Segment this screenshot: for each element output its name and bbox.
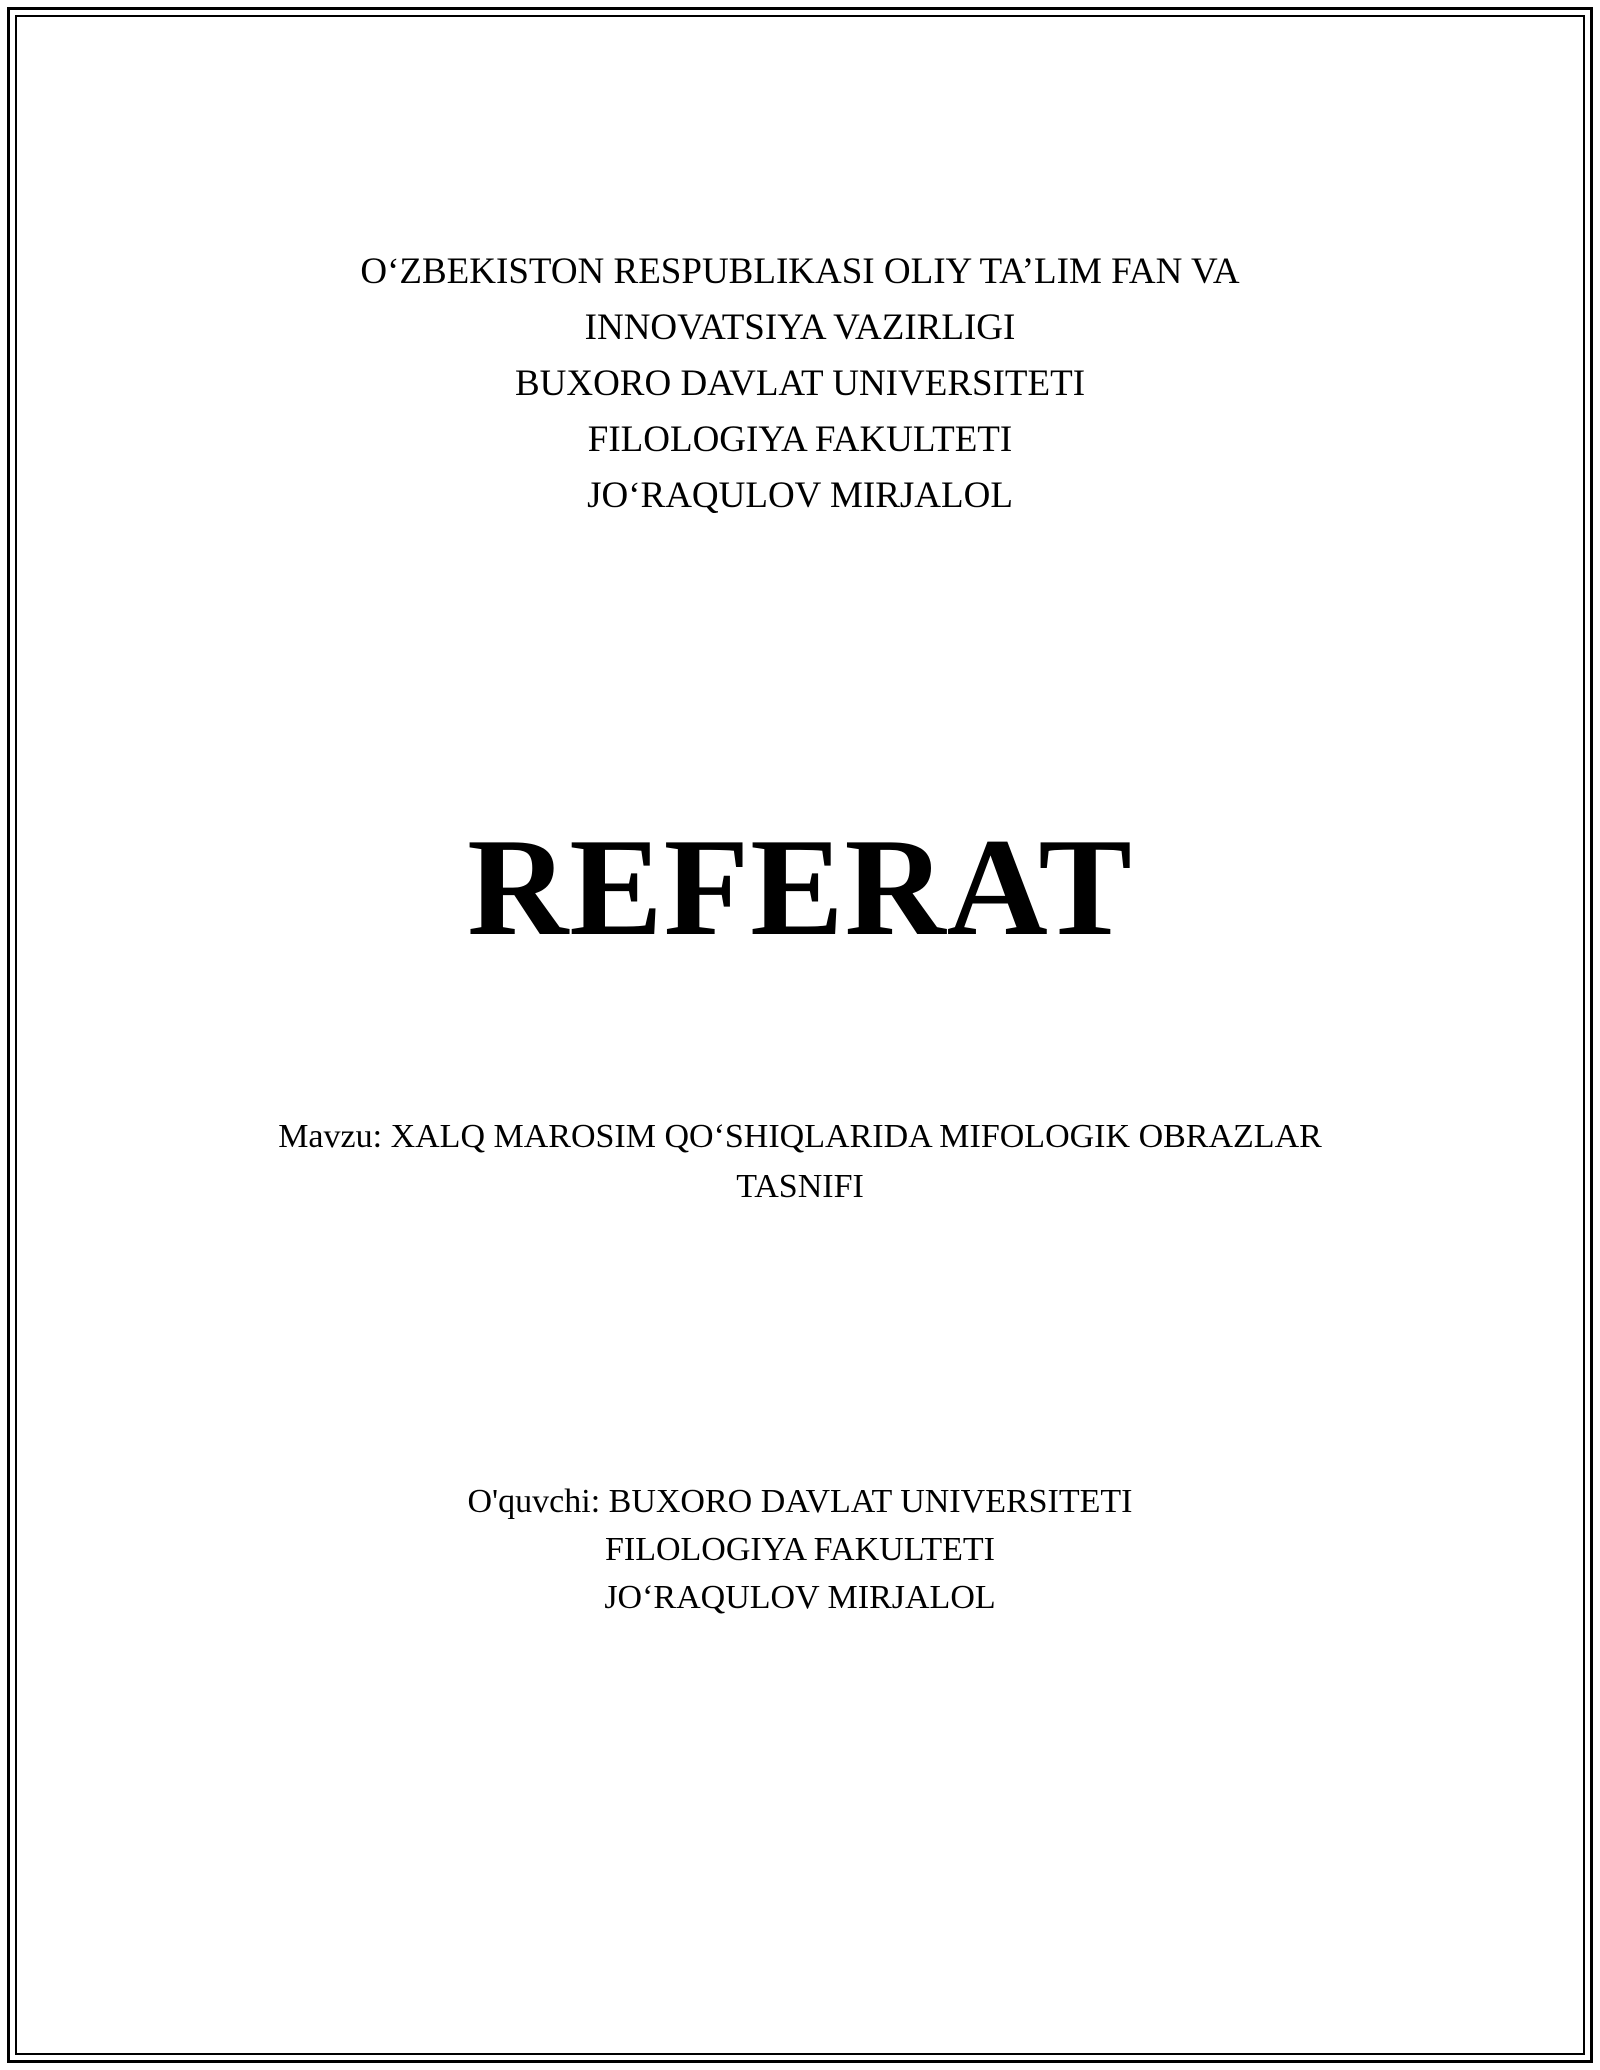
student-line-faculty: FILOLOGIYA FAKULTETI: [604, 1531, 996, 1568]
topic-line-2: TASNIFI: [736, 1168, 864, 1205]
institution-header: [0, 244, 1600, 524]
header-line-university: BUXORO DAVLAT UNIVERSITETI: [514, 363, 1086, 404]
document-title: REFERAT: [467, 810, 1133, 965]
topic-line-1: Mavzu: XALQ MAROSIM QO‘SHIQLARIDA MIFOLOGIK OBRAZLAR: [278, 1118, 1322, 1155]
header-line-author: JO‘RAQULOV MIRJALOL: [587, 475, 1013, 516]
topic-block: [0, 1112, 1600, 1212]
student-block: [0, 1478, 1600, 1622]
header-line-ministry-2: INNOVATSIYA VAZIRLIGI: [584, 307, 1016, 348]
document-title-block: [0, 808, 1600, 968]
student-line-name: JO‘RAQULOV MIRJALOL: [604, 1579, 996, 1616]
student-line-university: O'quvchi: BUXORO DAVLAT UNIVERSITETI: [467, 1483, 1133, 1520]
header-line-ministry-1: O‘ZBEKISTON RESPUBLIKASI OLIY TA’LIM FAN VA: [360, 251, 1240, 292]
header-line-faculty: FILOLOGIYA FAKULTETI: [587, 419, 1013, 460]
